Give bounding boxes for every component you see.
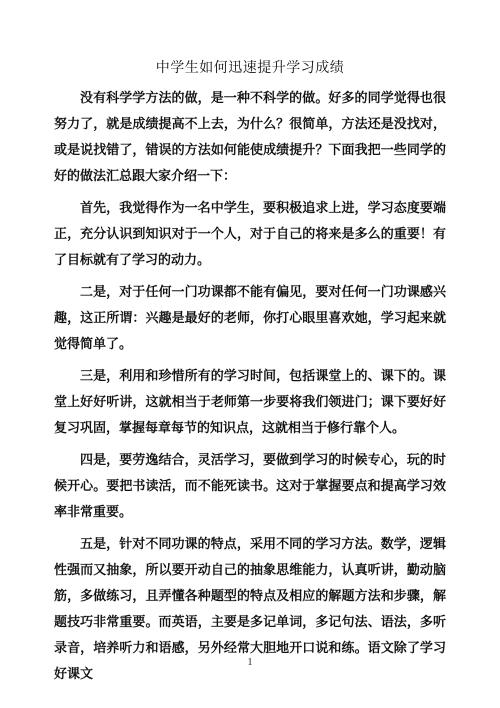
point-two-paragraph: 二是，对于任何一门功课都不能有偏见，要对任何一门功课感兴趣，这正所谓：兴趣是最好的老师，你打心眼里喜欢她，学习起来就觉得简单了。 (54, 285, 446, 352)
point-three-paragraph: 三是，利用和珍惜所有的学习时间，包括课堂上的、课下的。课堂上好好听讲，这就相当于老师第一步要将我们领进门；课下要好好复习巩固，掌握每章每节的知识点，这就相当于修行靠个人。 (54, 369, 446, 436)
point-one-paragraph: 首先，我觉得作为一名中学生，要积极追求上进，学习态度要端正，充分认识到知识对于一个人，对于自己的将来是多么的重要！有了目标就有了学习的动力。 (54, 201, 446, 268)
document-title: 中学生如何迅速提升学习成绩 (155, 60, 345, 76)
point-five-paragraph: 五是，针对不同功课的特点，采用不同的学习方法。数学，逻辑性强而又抽象，所以要开动自己的抽象思维能力，认真听讲，勤动脑筋，多做练习，且弄懂各种题型的特点及相应的解题方法和步骤，解题技巧非常重要。而英语，主要是多记单词，多记句法、语法，多听录音，培养听力和语感，另外经常大胆地开口说和练。语文除了学习好课文 (54, 537, 446, 682)
point-four-paragraph: 四是，要劳逸结合，灵活学习，要做到学习的时候专心，玩的时候开心。要把书读活，而不能死读书。这对于掌握要点和提高学习效率非常重要。 (54, 453, 446, 520)
page-number: 1 (247, 657, 253, 668)
intro-paragraph: 没有科学学方法的做，是一种不科学的做。好多的同学觉得也很努力了，就是成绩提高不上去，为什么？很简单，方法还是没找对，或是说找错了，错误的方法如何能使成绩提升？下面我把一些同学的好的做法汇总跟大家介绍一下： (54, 91, 446, 184)
